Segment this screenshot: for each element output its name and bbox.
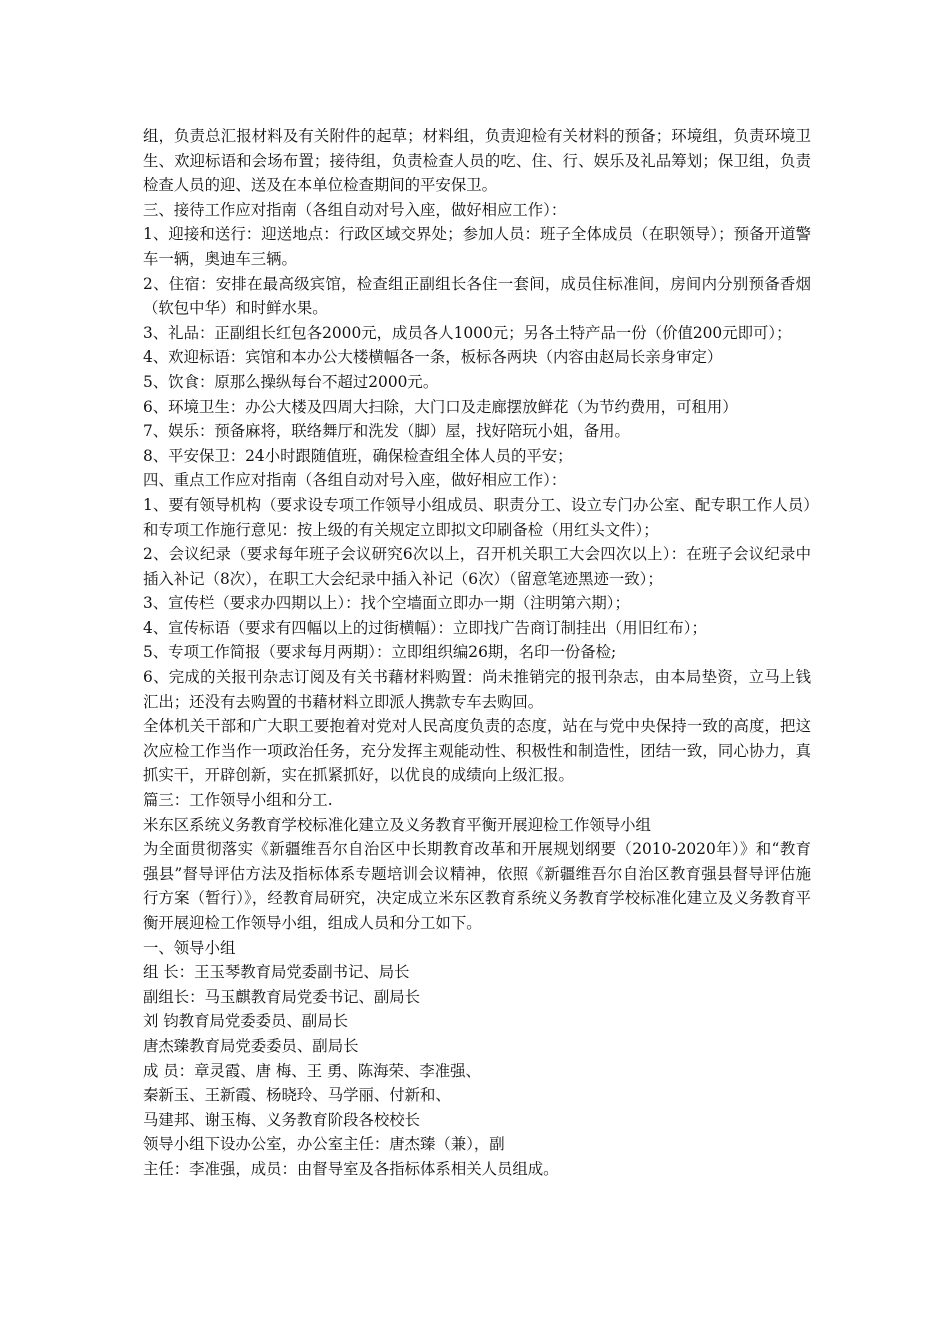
item-slogans: 4、宣传标语（要求有四幅以上的过街横幅）：立即找广告商订制挂出（用旧红布）； (143, 618, 707, 637)
heading-key-work-guide: 四、重点工作应对指南（各组自动对号入座，做好相应工作）： (143, 471, 567, 490)
member-tang-jiezhen: 唐杰臻教育局党委委员、副局长 (143, 1036, 359, 1055)
item-leadership-body: 1、要有领导机构（要求设专项工作领导小组成员、职责分工、设立专门办公室、配专职工作人员）和专项工作施行意见：按上级的有关规定立即拟文印刷备检（用红头文件）； (143, 495, 811, 539)
item-bulletin-board: 3、宣传栏（要求办四期以上）：找个空墙面立即办一期（注明第六期）； (143, 594, 630, 613)
member-group-leader: 组 长：王玉琴教育局党委副书记、局长 (143, 963, 410, 982)
paragraph-closing-call: 全体机关干部和广大职工要抱着对党对人民高度负责的态度，站在与党中央保持一致的高度，把这次应检工作当作一项政治任务，充分发挥主观能动性、积极性和制造性，团结一致，同心协力，真抓实干，开辟创新，实在抓紧抓好，以优良的成绩向上级汇报。 (143, 717, 811, 785)
item-meals: 5、饮食：原那么操纵每台不超过2000元。 (143, 372, 439, 391)
item-environment: 6、环境卫生：办公大楼及四周大扫除，大门口及走廊摆放鲜花（为节约费用，可租用） (143, 397, 738, 416)
paragraph-purpose: 为全面贯彻落实《新疆维吾尔自治区中长期教育改革和开展规划纲要（2010-2020年）》和“教育强县”督导评估方法及指标体系专题培训会议精神，依照《新疆维吾尔自治区教育强县督导评估施行方案（暂行）》，经教育局研究，决定成立米东区教育系统义务教育学校标准化建立及义务教育平衡开展迎检工作领导小组，组成人员和分工如下。 (143, 840, 811, 932)
item-greeting-send-off: 1、迎接和送行：迎送地点：行政区域交界处；参加人员：班子全体成员（在职领导）；预备开道警车一辆，奥迪车三辆。 (143, 225, 811, 268)
member-deputy-leader: 副组长：马玉麒教育局党委书记、副局长 (143, 987, 421, 1006)
item-gifts: 3、礼品：正副组长红包各2000元，成员各人1000元；另各土特产品一份（价值200元即可）； (143, 323, 792, 342)
office-director-line: 领导小组下设办公室，办公室主任：唐杰臻（兼），副 (143, 1135, 505, 1154)
members-line-2: 秦新玉、王新霞、杨晓玲、马学丽、付新和、 (143, 1086, 451, 1105)
item-subscriptions: 6、完成的关报刊杂志订阅及有关书藉材料购置：尚未推销完的报刊杂志，由本局垫资，立马上钱汇出；还没有去购置的书藉材料立即派人携款专车去购回。 (143, 668, 811, 711)
item-meeting-records: 2、会议纪录（要求每年班子会议研究6次以上，召开机关职工大会四次以上）：在班子会议纪录中插入补记（8次），在职工大会纪录中插入补记（6次）（留意笔迹黑迹一致）； (143, 545, 811, 588)
item-accommodation: 2、住宿：安排在最高级宾馆，检查组正副组长各住一套间，成员住标准间，房间内分别预备香烟（软包中华）和时鲜水果。 (143, 274, 811, 318)
heading-leading-group: 一、领导小组 (143, 938, 236, 957)
item-security: 8、平安保卫：24小时跟随值班，确保检查组全体人员的平安； (143, 446, 573, 465)
item-welcome-banners: 4、欢迎标语：宾馆和本办公大楼横幅各一条，板标各两块（内容由赵局长亲身审定） (143, 348, 723, 367)
members-line-3: 马建邦、谢玉梅、义务教育阶段各校校长 (143, 1110, 421, 1129)
item-briefings: 5、专项工作简报（要求每月两期）：立即组织编26期，名印一份备检; (143, 643, 617, 662)
paragraph-duties: 组，负责总汇报材料及有关附件的起草；材料组，负责迎检有关材料的预备；环境组，负责环境卫生、欢迎标语和会场布置；接待组，负责检查人员的吃、住、行、娱乐及礼品筹划；保卫组，负责检查人员的迎、送及在本单位检查期间的平安保卫。 (143, 127, 811, 195)
member-liu-jun: 刘 钧教育局党委委员、副局长 (143, 1012, 348, 1031)
item-entertainment: 7、娱乐：预备麻将，联络舞厅和洗发（脚）屋，找好陪玩小姐，备用。 (143, 422, 630, 441)
section-title-part-three: 篇三：工作领导小组和分工. (143, 791, 333, 810)
office-deputy-line: 主任：李准强，成员：由督导室及各指标体系相关人员组成。 (143, 1159, 559, 1178)
heading-reception-guide: 三、接待工作应对指南（各组自动对号入座，做好相应工作）： (143, 200, 567, 219)
document-body (143, 124, 811, 1182)
members-line-1: 成 员：章灵霞、唐 梅、王 勇、陈海荣、李准强、 (143, 1061, 481, 1080)
leading-group-title: 米东区系统义务教育学校标准化建立及义务教育平衡开展迎检工作领导小组 (143, 815, 651, 834)
